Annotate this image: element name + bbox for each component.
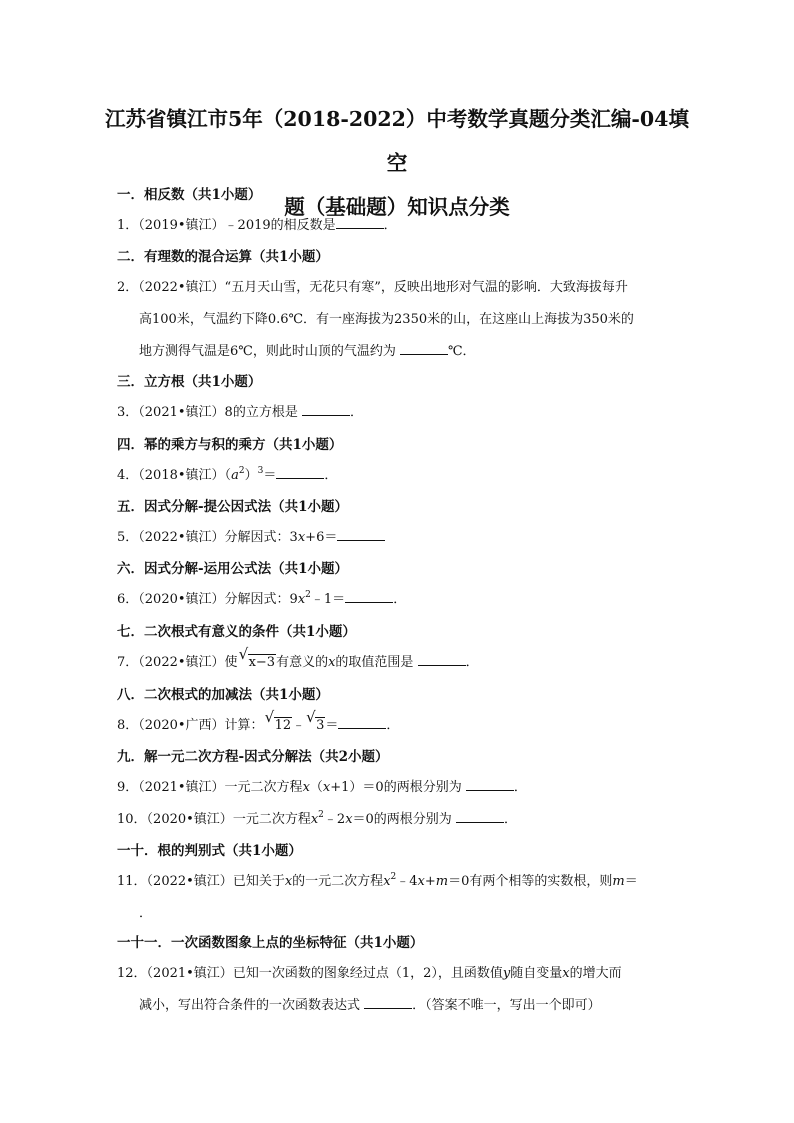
question-text: 减小，写出符合条件的一次函数表达式 xyxy=(139,998,365,1013)
math-variable: x xyxy=(297,592,306,607)
question-text: ．（答案不唯一，写出一个即可） xyxy=(412,998,601,1013)
math-variable: m xyxy=(435,874,449,889)
radicand: 12 xyxy=(274,718,292,733)
section-heading: 三．立方根（共1小题） xyxy=(117,374,262,390)
math-variable: x xyxy=(302,780,310,795)
section-heading: 六．因式分解-运用公式法（共1小题） xyxy=(117,561,348,577)
answer-blank[interactable] xyxy=(400,342,448,355)
question-text: 一元二次方程 xyxy=(232,812,311,827)
question-source: （2020•广西） xyxy=(138,718,225,733)
question-text-line xyxy=(117,990,687,1022)
question-number: 11． xyxy=(117,874,147,889)
question-number: 2． xyxy=(117,280,139,295)
math-variable: x xyxy=(284,874,293,889)
question-source: （2019•镇江） xyxy=(138,218,225,233)
question-text: ＝0的两根分别为 xyxy=(352,812,456,827)
question-4 xyxy=(117,460,687,492)
question-text: +6＝ xyxy=(305,530,338,545)
math-operator: ﹣ xyxy=(292,718,306,733)
question-text: ． xyxy=(393,592,407,607)
question-number: 3． xyxy=(117,405,139,420)
section-heading: 五．因式分解-提公因式法（共1小题） xyxy=(117,499,348,515)
question-text: ． xyxy=(349,405,363,420)
question-1 xyxy=(117,210,687,242)
question-text: 一元二次方程 xyxy=(224,780,303,795)
section-heading: 四．幂的乘方与积的乘方（共1小题） xyxy=(117,437,343,453)
radical-icon: √ xyxy=(306,708,316,726)
question-text: 分解因式：9 xyxy=(224,592,298,607)
question-10 xyxy=(117,804,687,836)
section-heading: 二．有理数的混合运算（共1小题） xyxy=(117,249,329,265)
math-variable: y xyxy=(502,966,511,981)
answer-blank[interactable] xyxy=(418,653,466,666)
question-text: 的取值范围是 xyxy=(335,655,418,670)
radicand: x−3 xyxy=(248,655,276,670)
question-6 xyxy=(117,584,687,616)
question-number: 12． xyxy=(117,966,147,981)
question-text: ＝ xyxy=(624,874,638,889)
math-equals: ＝ xyxy=(325,718,339,733)
math-equals: ＝ xyxy=(263,468,277,483)
square-root xyxy=(239,647,277,679)
question-text: ﹣2 xyxy=(323,812,346,827)
question-text: ＝0有两个相等的实数根，则 xyxy=(448,874,613,889)
question-number: 6． xyxy=(117,592,139,607)
question-text: “五月天山雪，无花只有寒”，反映出地形对气温的影响．大致海拔每升 xyxy=(224,280,628,295)
radicand: 3 xyxy=(316,718,325,733)
question-number: 9． xyxy=(117,780,139,795)
question-text: 已知关于 xyxy=(232,874,285,889)
math-variable: a xyxy=(231,468,239,483)
math-variable: x xyxy=(383,874,391,889)
section-heading: 一十一．一次函数图象上点的坐标特征（共1小题） xyxy=(117,935,424,951)
section-heading: 一．相反数（共1小题） xyxy=(117,187,262,203)
question-text: 计算： xyxy=(224,718,264,733)
math-variable: x xyxy=(417,874,425,889)
question-8 xyxy=(117,710,687,742)
question-source: （2022•镇江） xyxy=(138,280,225,295)
math-paren: ） xyxy=(244,468,258,483)
question-source: （2021•镇江） xyxy=(138,780,225,795)
math-exponent: 2 xyxy=(238,465,245,476)
math-variable: x xyxy=(328,655,336,670)
question-number: 8． xyxy=(117,718,139,733)
question-11 xyxy=(117,866,687,930)
answer-blank[interactable] xyxy=(302,403,350,416)
question-text: 8的立方根是 xyxy=(224,405,302,420)
math-paren: （ xyxy=(224,468,232,483)
answer-blank[interactable] xyxy=(466,778,514,791)
answer-blank[interactable] xyxy=(364,996,412,1009)
question-number: 7． xyxy=(117,655,139,670)
math-variable: x xyxy=(562,966,570,981)
question-source: （2021•镇江） xyxy=(146,966,233,981)
math-variable: x xyxy=(322,780,331,795)
question-source: （2022•镇江） xyxy=(146,874,233,889)
question-text: +1）＝0的两根分别为 xyxy=(330,780,466,795)
math-variable: x xyxy=(310,812,319,827)
question-text: ． xyxy=(513,780,527,795)
math-exponent: 2 xyxy=(305,589,311,600)
radical-icon: √ xyxy=(264,708,275,726)
question-text: ﹣4 xyxy=(396,874,418,889)
question-2 xyxy=(117,272,687,368)
question-text: + xyxy=(424,874,436,889)
math-exponent: 3 xyxy=(257,465,264,476)
question-text: ﹣1＝ xyxy=(310,592,346,607)
title-line-2: 题（基础题）知识点分类 xyxy=(284,195,510,219)
question-7 xyxy=(117,647,687,679)
question-text: 已知一次函数的图象经过点（1，2），且函数值 xyxy=(232,966,503,981)
question-text: 使 xyxy=(224,655,238,670)
question-text: ． xyxy=(324,468,338,483)
question-source: （2018•镇江） xyxy=(138,468,225,483)
question-text: ． xyxy=(139,906,153,921)
question-text: （ xyxy=(309,780,323,795)
section-heading: 一十．根的判别式（共1小题） xyxy=(117,843,302,859)
square-root xyxy=(265,710,293,742)
question-text-line xyxy=(117,336,687,368)
section-heading: 九．解一元二次方程-因式分解法（共2小题） xyxy=(117,749,389,765)
question-number: 5． xyxy=(117,530,139,545)
question-text: ℃． xyxy=(447,344,476,359)
title-line-1: 江苏省镇江市5年（2018-2022）中考数学真题分类汇编-04填空 xyxy=(105,107,689,175)
answer-blank[interactable] xyxy=(276,466,324,479)
question-source: （2022•镇江） xyxy=(138,655,225,670)
section-heading: 七．二次根式有意义的条件（共1小题） xyxy=(117,624,356,640)
question-number: 4． xyxy=(117,468,139,483)
square-root xyxy=(306,710,325,742)
question-9 xyxy=(117,772,687,804)
question-text: 地方测得气温是6℃，则此时山顶的气温约为 xyxy=(139,344,400,359)
section-heading: 八．二次根式的加减法（共1小题） xyxy=(117,687,329,703)
question-number: 1． xyxy=(117,218,139,233)
answer-blank[interactable] xyxy=(336,216,384,229)
question-number: 10． xyxy=(117,812,147,827)
question-text: 有意义的 xyxy=(276,655,329,670)
question-5 xyxy=(117,522,687,554)
question-text-line xyxy=(117,898,687,930)
answer-blank[interactable] xyxy=(456,810,504,823)
question-text: ． xyxy=(503,812,517,827)
answer-blank[interactable] xyxy=(345,590,393,603)
radical-icon: √ xyxy=(238,645,249,663)
math-variable: x xyxy=(345,812,353,827)
question-text: 高100米，气温约下降0.6℃．有一座海拔为2350米的山，在这座山上海拔为350米的 xyxy=(139,312,634,327)
math-variable: m xyxy=(612,874,625,889)
question-text: 的一元二次方程 xyxy=(292,874,384,889)
question-source: （2020•镇江） xyxy=(138,592,225,607)
question-text: ． xyxy=(465,655,479,670)
answer-blank[interactable] xyxy=(337,528,385,541)
question-3 xyxy=(117,397,687,429)
question-text: 分解因式：3 xyxy=(224,530,298,545)
question-text: 的增大而 xyxy=(569,966,622,981)
question-12 xyxy=(117,958,687,1022)
question-source: （2020•镇江） xyxy=(146,812,233,827)
math-exponent: 2 xyxy=(390,871,397,882)
question-text: ． xyxy=(383,218,397,233)
question-source: （2022•镇江） xyxy=(138,530,225,545)
question-source: （2021•镇江） xyxy=(138,405,225,420)
question-text: 随自变量 xyxy=(510,966,563,981)
question-text: ． xyxy=(386,718,400,733)
math-exponent: 2 xyxy=(318,809,324,820)
question-text: ﹣2019的相反数是 xyxy=(224,218,336,233)
answer-blank[interactable] xyxy=(338,716,386,729)
math-variable: x xyxy=(297,530,306,545)
